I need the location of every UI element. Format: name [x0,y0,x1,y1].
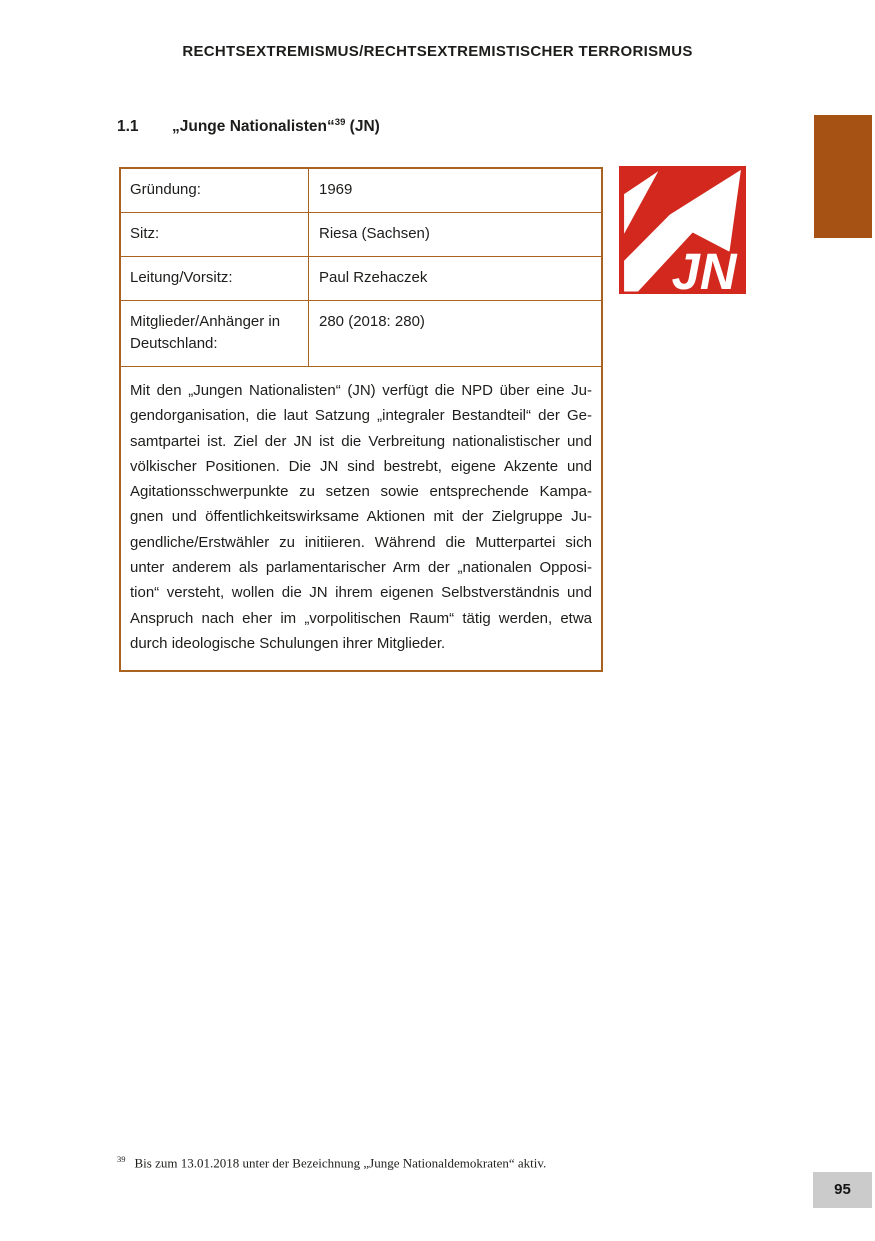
paragraph-line: tion“ versteht, wollen die JN ihrem eigenen Selbstverständnis und [130,584,592,602]
row-value: 1969 [319,181,353,198]
svg-text:JN: JN [671,242,737,294]
paragraph-line: gendliche/Erstwähler zu initiieren. Während die Mutterpartei sich [130,533,592,551]
paragraph-line: durch ideologische Schulungen ihrer Mitglieder. [130,634,446,652]
table-row [121,213,601,257]
paragraph-line: gnen und öffentlichkeitswirksame Aktionen mit der Zielgruppe Ju- [130,508,592,526]
footnote-marker: 39 [117,1154,126,1164]
section-footnote-ref: 39 [334,116,346,128]
row-label: Leitung/Vorsitz: [121,257,309,300]
row-value: 280 (2018: 280) [319,313,425,330]
paragraph-line: Agitationsschwerpunkte zu setzen sowie entsprechende Kampa- [130,483,592,501]
paragraph-line: völkischer Positionen. Die JN sind bestrebt, eigene Akzente und [130,457,592,475]
section-title-suffix: (JN) [345,118,380,135]
jn-logo [619,166,746,294]
row-label: Gründung: [121,169,309,212]
row-value: Riesa (Sachsen) [319,225,430,242]
footnote [117,1154,546,1171]
row-value: Paul Rzehaczek [319,269,428,286]
section-title: „Junge Nationalisten“ [172,118,335,135]
section-heading [117,118,380,136]
paragraph-line: gendorganisation, die laut Satzung „integraler Bestandteil“ der Ge- [130,407,592,425]
page-number-badge: 95 [813,1172,872,1208]
paragraph-line: unter anderem als parlamentarischer Arm der „nationalen Opposi- [130,559,592,577]
section-number: 1.1 [117,118,139,135]
table-row [121,301,601,367]
table-row [121,257,601,301]
info-table [119,167,603,672]
paragraph-line: Anspruch nach eher im „vorpolitischen Raum“ tätig werden, etwa [130,609,592,627]
running-head: RECHTSEXTREMISMUS/RECHTSEXTREMISTISCHER TERRORISMUS [182,43,693,60]
paragraph-line: samtpartei ist. Ziel der JN ist die Verbreitung nationalistischer und [130,432,592,450]
footnote-text: Bis zum 13.01.2018 unter der Bezeichnung „Junge Nationaldemokraten“ aktiv. [134,1155,547,1171]
row-label: Mitglieder/Anhänger in Deutschland: [121,301,309,366]
row-label: Sitz: [121,213,309,256]
section-edge-tab [814,115,872,238]
table-row [121,169,601,213]
description-paragraph [121,367,601,670]
paragraph-line: Mit den „Jungen Nationalisten“ (JN) verfügt die NPD über eine Ju- [130,382,592,399]
arrow-icon [619,166,746,294]
